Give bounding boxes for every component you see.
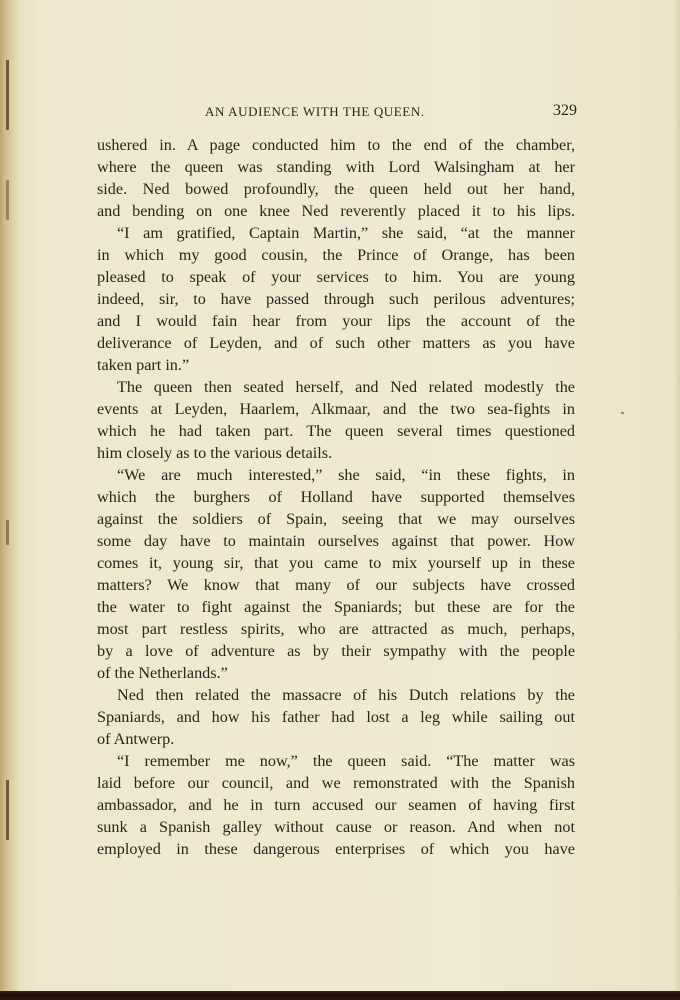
text-line: most part restless spirits, who are attracted as much, perhaps,	[97, 620, 575, 638]
text-line: taken part in.”	[97, 356, 190, 374]
text-line: “I remember me now,” the queen said. “The matter was	[117, 752, 575, 770]
text-line: against the soldiers of Spain, seeing that we may ourselves	[97, 510, 575, 528]
gutter-mark	[6, 520, 9, 545]
text-line: the water to fight against the Spaniards; but these are for the	[97, 598, 575, 616]
paper-speck	[621, 412, 624, 414]
text-line: matters? We know that many of our subjects have crossed	[97, 576, 575, 594]
text-line: sunk a Spanish galley without cause or reason. And when not	[97, 818, 575, 836]
body-text	[97, 134, 575, 860]
text-line: and bending on one knee Ned reverently placed it to his lips.	[97, 202, 575, 220]
text-line: side. Ned bowed profoundly, the queen held out her hand,	[97, 180, 575, 198]
text-line: “We are much interested,” she said, “in these fights, in	[117, 466, 575, 484]
text-line: ambassador, and he in turn accused our seamen of having first	[97, 796, 575, 814]
page-number: 329	[553, 102, 577, 119]
text-line: comes it, young sir, that you came to mix yourself up in these	[97, 554, 575, 572]
text-line: The queen then seated herself, and Ned related modestly the	[117, 378, 575, 396]
text-line: indeed, sir, to have passed through such perilous adventures;	[97, 290, 575, 308]
text-line: “I am gratified, Captain Martin,” she said, “at the manner	[117, 224, 575, 242]
page-gutter	[0, 0, 20, 1000]
gutter-mark	[6, 180, 9, 220]
text-line: by a love of adventure as by their sympathy with the people	[97, 642, 575, 660]
text-line: events at Leyden, Haarlem, Alkmaar, and the two sea-fights in	[97, 400, 575, 418]
gutter-mark	[6, 780, 9, 840]
page-header	[205, 104, 577, 124]
text-line: employed in these dangerous enterprises of which you have	[97, 840, 575, 858]
text-line: Ned then related the massacre of his Dutch relations by the	[117, 686, 575, 704]
running-head: AN AUDIENCE WITH THE QUEEN.	[205, 104, 425, 119]
text-line: and I would fain hear from your lips the account of the	[97, 312, 575, 330]
text-line: pleased to speak of your services to him. You are young	[97, 268, 575, 286]
gutter-mark	[6, 60, 9, 130]
page-edge	[674, 0, 680, 1000]
text-line: him closely as to the various details.	[97, 444, 333, 462]
text-line: some day have to maintain ourselves against that power. How	[97, 532, 575, 550]
bottom-edge	[0, 991, 680, 1000]
text-line: of the Netherlands.”	[97, 664, 228, 682]
text-line: which he had taken part. The queen several times questioned	[97, 422, 575, 440]
text-line: where the queen was standing with Lord Walsingham at her	[97, 158, 575, 176]
text-line: ushered in. A page conducted him to the end of the chamber,	[97, 136, 575, 154]
text-line: which the burghers of Holland have supported themselves	[97, 488, 575, 506]
text-line: of Antwerp.	[97, 730, 175, 748]
text-line: in which my good cousin, the Prince of Orange, has been	[97, 246, 575, 264]
text-line: deliverance of Leyden, and of such other matters as you have	[97, 334, 575, 352]
text-line: laid before our council, and we remonstrated with the Spanish	[97, 774, 575, 792]
text-line: Spaniards, and how his father had lost a leg while sailing out	[97, 708, 575, 726]
